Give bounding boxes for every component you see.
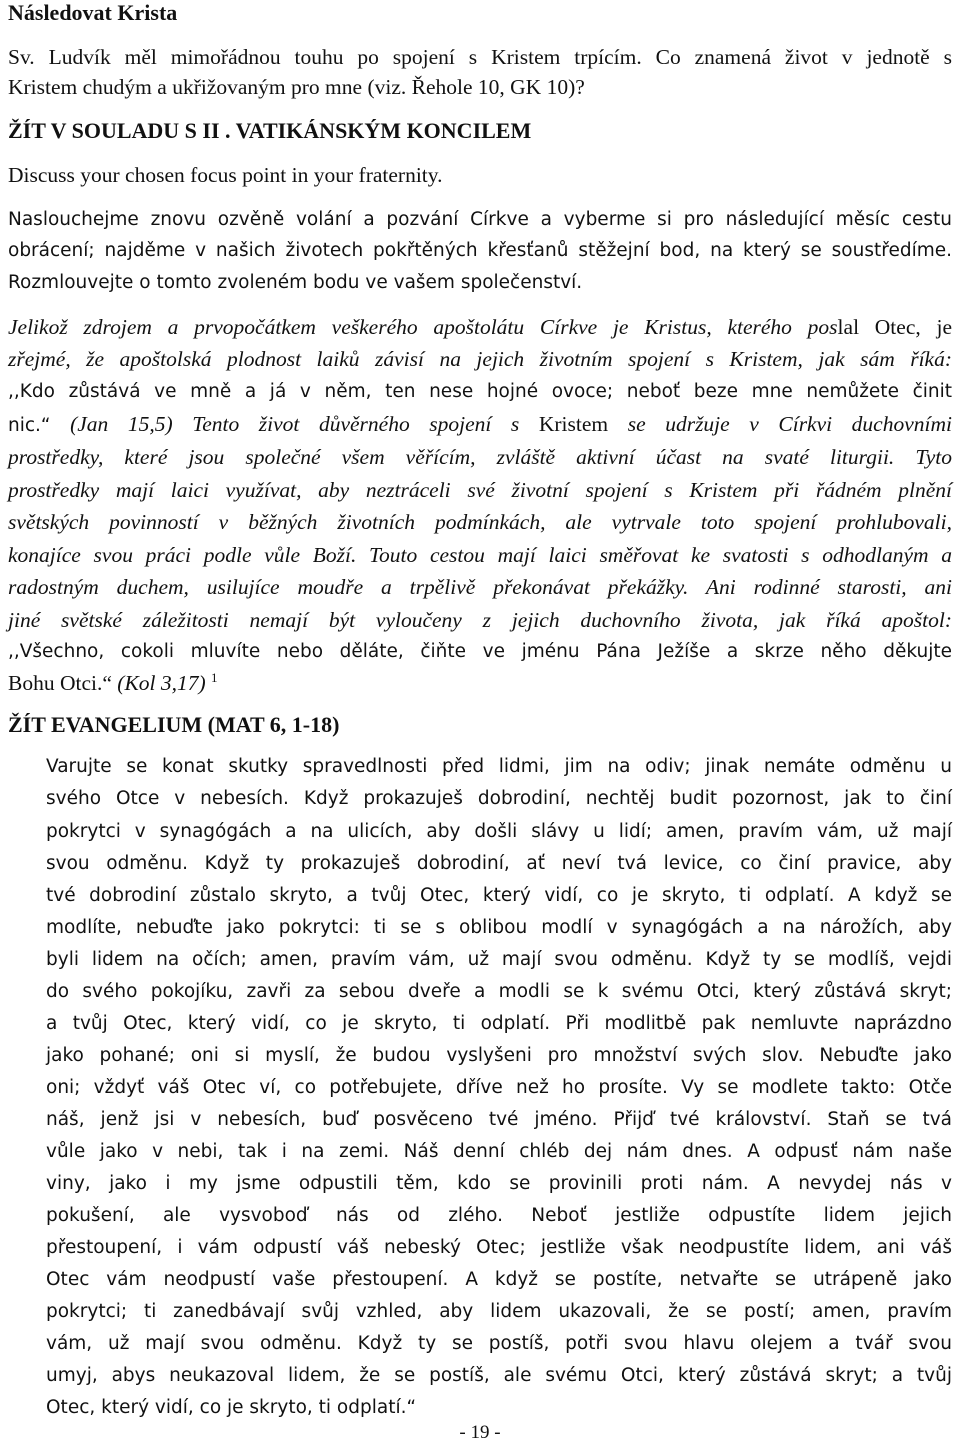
gospel-line: Otec vám neodpustí vaše přestoupení. A když se postíte, netvařte se utrápeně jako: [46, 1269, 952, 1290]
council-line: Bohu Otci.“ (Kol 3,17) $^1$: [8, 669, 218, 695]
footnote-marker: 1: [211, 669, 218, 685]
discuss-czech-line: Naslouchejme znovu ozvěně volání a pozvání Církve a vyberme si pro následující měsíc cestu: [8, 209, 952, 230]
heading-nasledovat-krista: Následovat Krista: [8, 0, 178, 25]
gospel-line: svého Otce v nebesích. Když prokazuješ dobrodiní, nechtěj budit pozornost, jak to činí: [46, 788, 952, 809]
gospel-line: do svého pokojíku, zavři za sebou dveře a modli se k svému Otci, který zůstává skryt;: [46, 981, 952, 1002]
gospel-line: oni; vždyť váš Otec ví, co potřebujete, dříve než ho prosíte. Vy se modlete takto: Otče: [46, 1077, 952, 1098]
discuss-czech-line: obrácení; najděme v našich životech pokřtěných křesťanů stěžejní bod, na který se soustředíme.: [8, 240, 952, 261]
intro-line: Kristem chudým a ukřižovaným pro mne (viz. Řehole 10, GK 10)?: [8, 75, 585, 99]
gospel-line: náš, jenž jsi v nebesích, buď posvěceno tvé jméno. Přijď tvé království. Staň se tvá: [46, 1109, 952, 1130]
gospel-line: Varujte se konat skutky spravedlnosti před lidmi, jim na odiv; jinak nemáte odměnu u: [46, 756, 952, 777]
council-line: konajíce svou práci podle vůle Boží. Touto cestou mají laici směřovat ke svatosti s odhodlaným a: [8, 543, 952, 567]
council-line: Jelikož zdrojem a prvopočátkem veškerého apoštolátu Církve je Kristus, kterého poslal Otec, je: [8, 315, 952, 339]
gospel-line: tvé dobrodiní zůstalo skryto, a tvůj Otec, který vidí, co je skryto, ti odplatí. A když se: [46, 885, 952, 906]
gospel-line: byli lidem na očích; amen, pravím vám, už mají svou odměnu. Když ty se modlíš, vejdi: [46, 949, 952, 970]
discuss-czech-line: Rozmlouvejte o tomto zvoleném bodu ve vašem společenství.: [8, 272, 583, 293]
gospel-line: viny, jako i my jsme odpustili těm, kdo se provinili proti nám. A nevydej nás v: [46, 1173, 952, 1194]
heading-zit-evangelium: ŽÍT EVANGELIUM (MAT 6, 1-18): [8, 712, 340, 737]
council-line: zřejmé, že apoštolská plodnost laiků závisí na jejich životním spojení s Kristem, jak sám říká:: [8, 347, 952, 371]
gospel-line: pokrytci v synagógách a na ulicích, aby došli slávy u lidí; amen, pravím vám, už mají: [46, 821, 952, 842]
council-line: prostředky mají laici využívat, aby neztráceli své životní spojení s Kristem při řádném plnění: [8, 478, 952, 502]
council-line: prostředky, které jsou společné všem věřícím, zvláště aktivní účast na svaté liturgii. Tyto: [8, 445, 952, 469]
council-line: světských povinností v běžných životních podmínkách, ale vytrvale toto spojení prohlubovali,: [8, 510, 952, 534]
gospel-line: umyj, abys neukazoval lidem, že se postíš, ale svému Otci, který zůstává skryt; a tvůj: [46, 1365, 952, 1386]
discuss-english: Discuss your chosen focus point in your fraternity.: [8, 163, 443, 187]
heading-vatican-council: ŽÍT V SOULADU S II . VATIKÁNSKÝM KONCILEM: [8, 118, 532, 143]
council-line: ,,Kdo zůstává ve mně a já v něm, ten nese hojné ovoce; neboť beze mne nemůžete činit: [8, 381, 952, 402]
gospel-line: modlíte, nebuďte jako pokrytci: ti se s oblibou modlí v synagógách a na nárožích, aby: [46, 917, 952, 938]
gospel-line: Otec, který vidí, co je skryto, ti odplatí.“: [46, 1397, 417, 1418]
page-number: - 19 -: [459, 1422, 501, 1443]
gospel-line: pokušení, ale vysvoboď nás od zlého. Neboť jestliže odpustíte lidem jejich: [46, 1205, 952, 1226]
gospel-line: jako pohané; oni si myslí, že budou vyslyšeni pro množství svých slov. Nebuďte jako: [46, 1045, 952, 1066]
gospel-line: a tvůj Otec, který vidí, co je skryto, ti odplatí. Při modlitbě pak nemluvte naprázdno: [46, 1013, 952, 1034]
council-line: jiné světské záležitosti nemají být vyloučeny z jejich duchovního života, jak říká apoštol:: [8, 608, 952, 632]
gospel-line: vám, už mají svou odměnu. Když ty se postíš, potři svou hlavu olejem a tvář svou: [46, 1333, 952, 1354]
intro-line: Sv. Ludvík měl mimořádnou touhu po spojení s Kristem trpícím. Co znamená život v jednotě s: [8, 45, 952, 69]
council-line: ,,Všechno, cokoli mluvíte nebo děláte, čiňte ve jménu Pána Ježíše a skrze něho děkujte: [8, 641, 952, 662]
gospel-line: vůle jako v nebi, tak i na zemi. Náš denní chléb dej nám dnes. A odpusť nám naše: [46, 1141, 952, 1162]
council-line: radostným duchem, usilujíce moudře a trpělivě překonávat překážky. Ani rodinné starosti, ani: [8, 575, 952, 599]
gospel-line: přestoupení, i vám odpustí váš nebeský Otec; jestliže však neodpustíte lidem, ani váš: [46, 1237, 952, 1258]
council-line: nic.“ (Jan 15,5) Tento život důvěrného spojení s Kristem se udržuje v Církvi duchovními: [8, 412, 952, 436]
gospel-line: pokrytci; ti zanedbávají svůj vzhled, aby lidem ukazovali, že se postí; amen, pravím: [46, 1301, 952, 1322]
gospel-line: svou odměnu. Když ty prokazuješ dobrodiní, ať neví tvá levice, co činí pravice, aby: [46, 853, 952, 874]
